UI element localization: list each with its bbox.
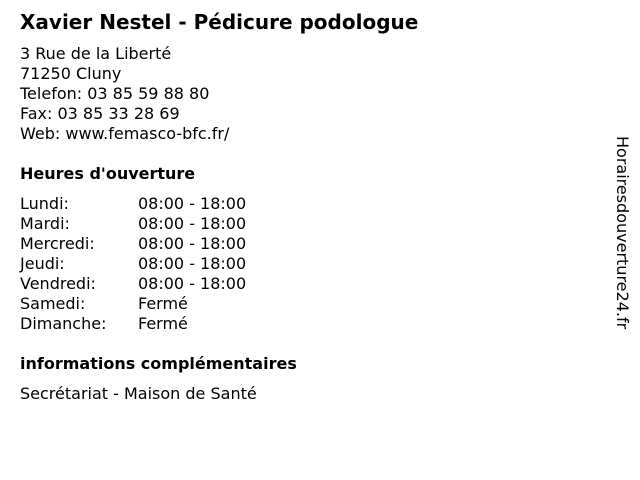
- hours-row-friday: [20, 274, 246, 294]
- opening-hours-heading: Heures d'ouverture: [20, 164, 196, 183]
- hours-day-label: Lundi:: [20, 194, 69, 213]
- additional-info-heading: informations complémentaires: [20, 354, 297, 373]
- hours-time-value: Fermé: [138, 294, 188, 313]
- contact-block: [20, 44, 229, 144]
- phone-number[interactable]: Telefon: 03 85 59 88 80: [20, 84, 210, 103]
- hours-time-value: 08:00 - 18:00: [138, 254, 247, 273]
- hours-row-sunday: [20, 314, 246, 334]
- opening-hours-table: [20, 194, 246, 334]
- hours-time-value: 08:00 - 18:00: [138, 274, 247, 293]
- address-city: 71250 Cluny: [20, 64, 122, 83]
- website-link[interactable]: Web: www.femasco-bfc.fr/: [20, 124, 230, 143]
- hours-day-label: Dimanche:: [20, 314, 107, 333]
- hours-day-label: Mercredi:: [20, 234, 95, 253]
- hours-row-saturday: [20, 294, 246, 314]
- hours-day-label: Samedi:: [20, 294, 86, 313]
- hours-row-monday: [20, 194, 246, 214]
- additional-info-text: Secrétariat - Maison de Santé: [20, 384, 257, 403]
- address-street: 3 Rue de la Liberté: [20, 44, 172, 63]
- hours-day-label: Vendredi:: [20, 274, 96, 293]
- hours-row-wednesday: [20, 234, 246, 254]
- hours-day-label: Jeudi:: [20, 254, 65, 273]
- hours-time-value: 08:00 - 18:00: [138, 214, 247, 233]
- hours-time-value: 08:00 - 18:00: [138, 194, 247, 213]
- page-title: Xavier Nestel - Pédicure podologue: [20, 10, 419, 34]
- hours-time-value: Fermé: [138, 314, 188, 333]
- hours-time-value: 08:00 - 18:00: [138, 234, 247, 253]
- site-watermark: Horairesdouverture24.fr: [613, 136, 632, 330]
- hours-row-thursday: [20, 254, 246, 274]
- hours-row-tuesday: [20, 214, 246, 234]
- fax-number: Fax: 03 85 33 28 69: [20, 104, 180, 123]
- hours-day-label: Mardi:: [20, 214, 70, 233]
